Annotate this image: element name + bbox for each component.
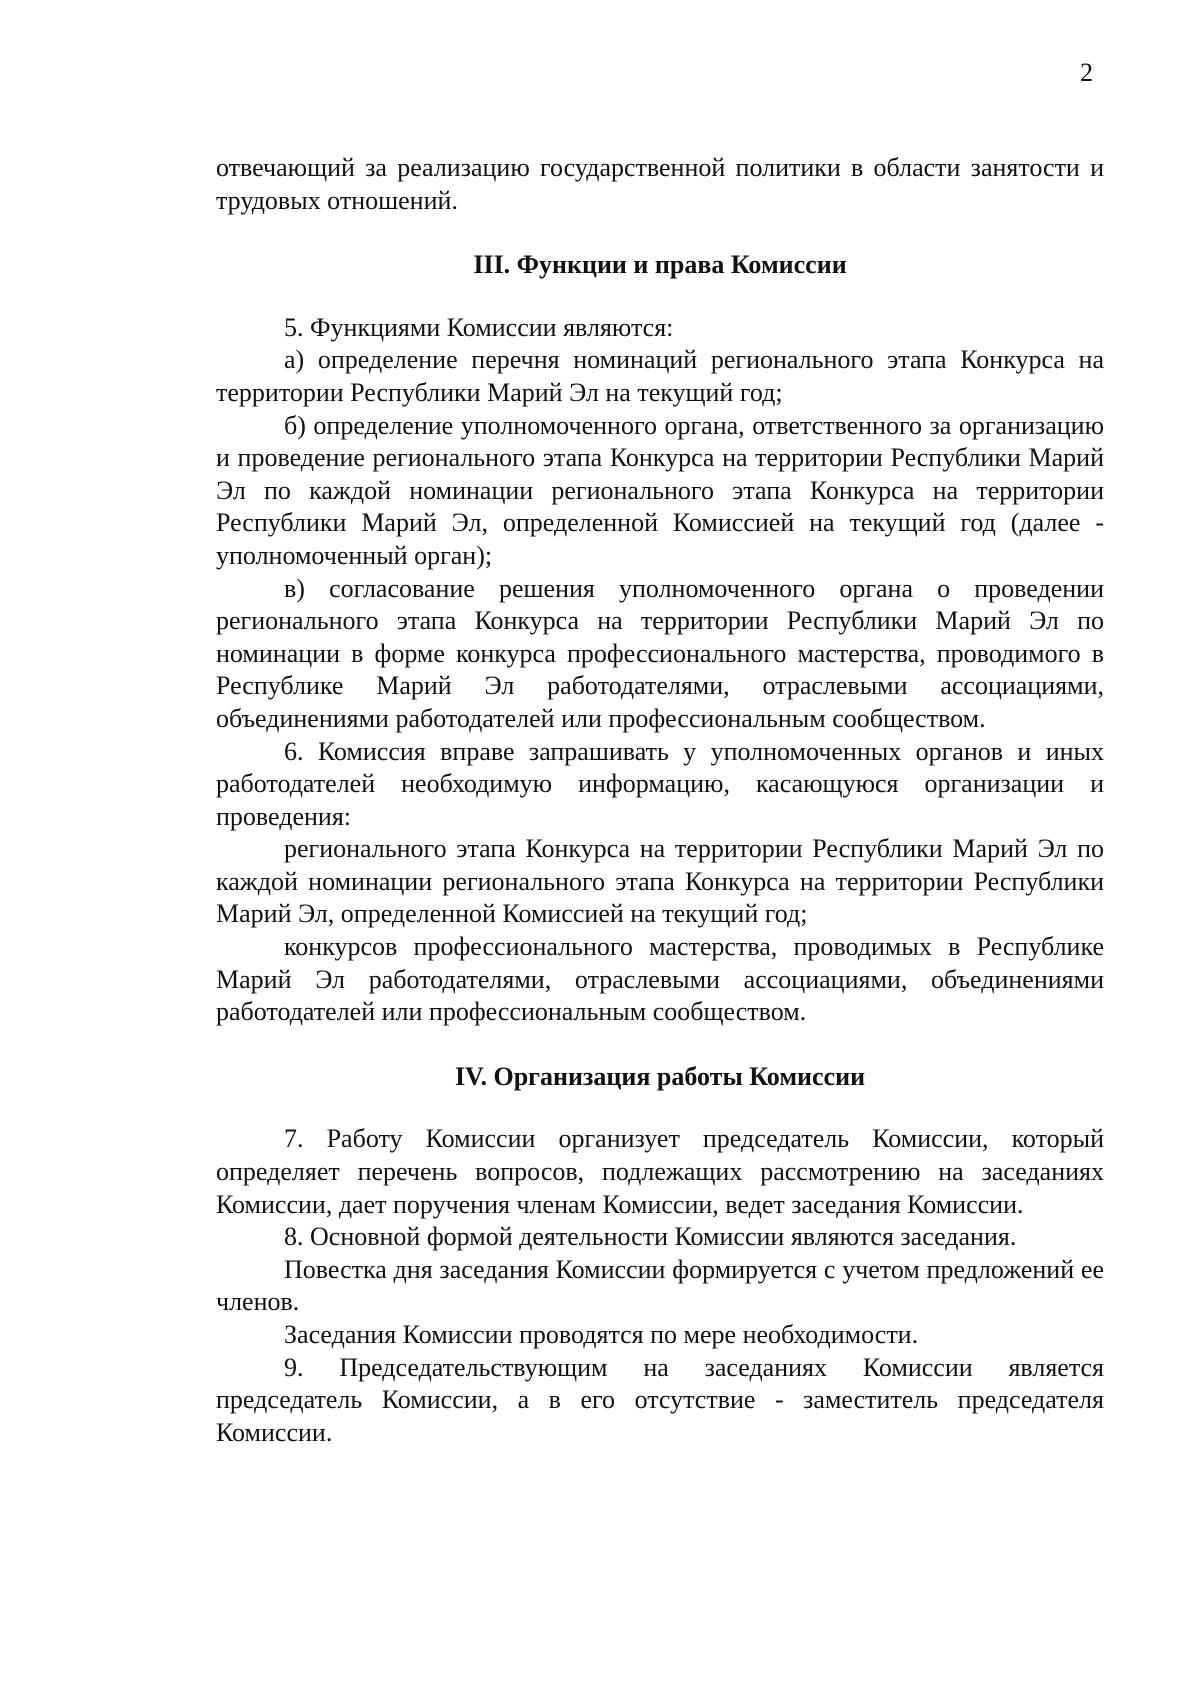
paragraph-5b: б) определение уполномоченного органа, ответственного за организацию и проведение регионального этапа Конкурса на территории Республики Марий Эл по каждой номинации регионального этапа Конкурса на территории Республики Марий Эл, определенной Комиссией на текущий год (далее - уполномоченный орган); bbox=[216, 410, 1104, 570]
paragraph-5c: в) согласование решения уполномоченного органа о проведении регионального этапа Конкурса на территории Республики Марий Эл по номинации в форме конкурса профессионального мастерства, проводимого в Республике Марий Эл работодателями, отраслевыми ассоциациями, объединениями работодателей или профессиональным сообществом. bbox=[216, 573, 1104, 733]
paragraph-8: 8. Основной формой деятельности Комиссии являются заседания. bbox=[284, 1222, 1017, 1252]
spacer bbox=[216, 1093, 1104, 1123]
paragraph-5a: а) определение перечня номинаций регионального этапа Конкурса на территории Республики Марий Эл на текущий год; bbox=[216, 345, 1104, 407]
paragraph-6-item-2: конкурсов профессионального мастерства, проводимых в Республике Марий Эл работодателями, отраслевыми ассоциациями, объединениями работодателей или профессиональным сообществом. bbox=[216, 932, 1104, 1027]
paragraph-5: 5. Функциями Комиссии являются: bbox=[284, 312, 674, 342]
spacer bbox=[216, 1029, 1104, 1061]
spacer bbox=[216, 217, 1104, 249]
intro-paragraph: отвечающий за реализацию государственной политики в области занятости и трудовых отношений. bbox=[216, 153, 1104, 215]
paragraph-6: 6. Комиссия вправе запрашивать у уполномоченных органов и иных работодателей необходимую информацию, касающуюся организации и проведения: bbox=[216, 736, 1104, 831]
paragraph-8-meetings: Заседания Комиссии проводятся по мере необходимости. bbox=[284, 1320, 919, 1349]
spacer bbox=[216, 282, 1104, 312]
paragraph-6-item-1: регионального этапа Конкурса на территории Республики Марий Эл по каждой номинации регионального этапа Конкурса на территории Республики Марий Эл, определенной Комиссией на текущий год; bbox=[216, 834, 1104, 929]
paragraph-7: 7. Работу Комиссии организует председатель Комиссии, который определяет перечень вопросов, подлежащих рассмотрению на заседаниях Комиссии, дает поручения членам Комиссии, ведет заседания Комиссии. bbox=[216, 1124, 1104, 1219]
paragraph-9: 9. Председательствующим на заседаниях Комиссии является председатель Комиссии, а в его отсутствие - заместитель председателя Комиссии. bbox=[216, 1352, 1104, 1447]
section-heading-functions: III. Функции и права Комиссии bbox=[473, 250, 847, 280]
section-heading-organization: IV. Организация работы Комиссии bbox=[454, 1061, 866, 1091]
paragraph-8-agenda: Повестка дня заседания Комиссии формируется с учетом предложений ее членов. bbox=[216, 1254, 1104, 1317]
document-body bbox=[216, 152, 1104, 1449]
page-number: 2 bbox=[1080, 58, 1093, 87]
